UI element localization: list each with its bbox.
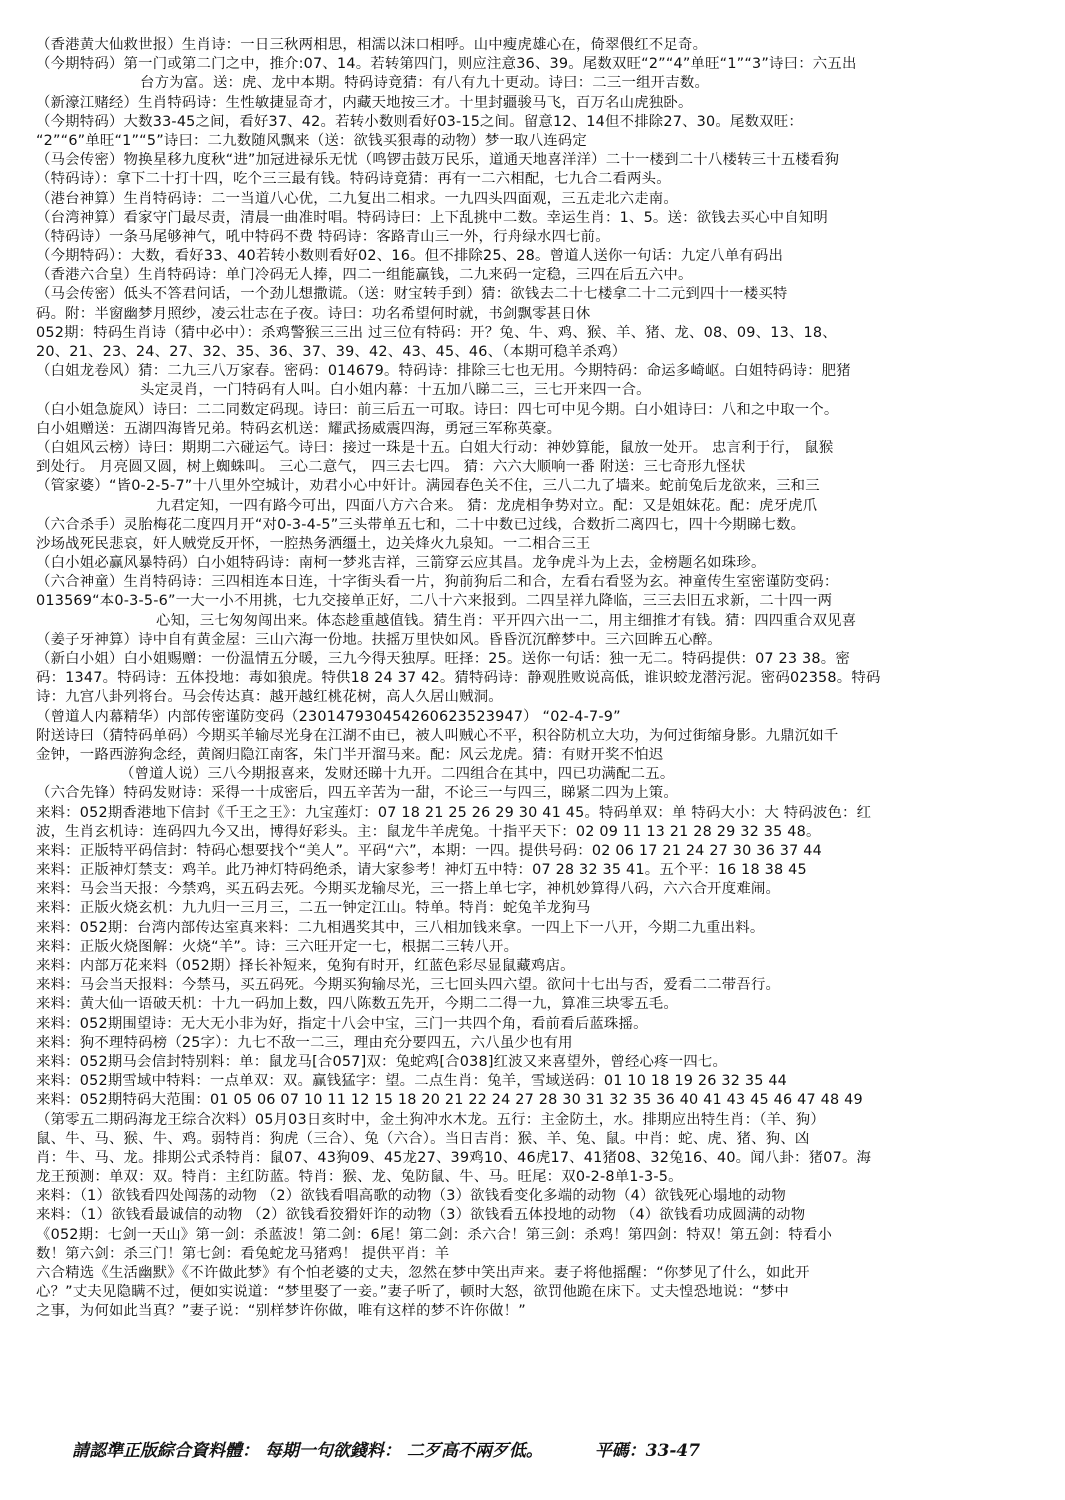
text-line: 附送诗曰（猜特码单码）今期买羊输尽光身在江湖不由已，被人叫贼心不平，积谷防机立大功，为何过街缩身影。九鼎沉如千 <box>36 727 839 744</box>
text-line: 六合精选《生活幽默》《不许做此梦》有个怕老婆的丈夫，忽然在梦中笑出声来。妻子将他摇醒：“你梦见了什么，如此开 <box>36 1265 810 1281</box>
text-line: （六合神童）生肖特码诗：三四相连本日连，十字街头看一片，狗前狗后二和合，左看右看竖为玄。神童传生室密谨防变码： <box>36 574 839 591</box>
text-line: （白姐风云榜）诗曰：期期二六碰运气。诗曰：接过一珠是十五。白姐大行动：神妙算能，鼠放一处开。 忠言利于行， 鼠猴 <box>36 439 834 456</box>
text-line: 来料：狗不理特码榜（25字）：九七不敌一二三，理由充分要四五，六八虽少也有用 <box>36 1034 573 1051</box>
text-line: 白小姐赠送：五湖四海皆兄弟。特码玄机送：耀武扬威震四海，勇冠三军称英豪。 <box>36 420 562 437</box>
text-line: 肖：牛、马、龙。排期公式杀特肖：鼠07、43狗09、45龙27、39鸡10、46虎17、41猪08、32兔16、40。闻八卦：猪07。海 <box>36 1149 872 1166</box>
text-line: （白小姐急旋风）诗曰：二二同数定码现。诗曰：前三后五一可取。诗曰：四七可中见今期。白小姐诗曰：八和之中取一个。 <box>36 401 839 418</box>
text-line: 《052期：七剑一天山》第一剑：杀蓝波！第二剑：6尾！第二剑：杀六合！第三剑：杀鸡！第四剑：特双！第五剑：特看小 <box>36 1226 833 1243</box>
text-line: 沙场战死民悲哀，奸人贼党反开怀，一腔热务洒缰土，边关烽火九泉知。一二相合三王 <box>36 535 591 552</box>
text-line: 052期：特码生肖诗（猜中必中）：杀鸡警猴三三出 过三位有特码：开？兔、牛、鸡、猴、羊、猪、龙、08、09、13、18、 <box>36 324 837 341</box>
text-line: （特码诗）：拿下二十打十四，吃个三三最有钱。特码诗竟猜：再有一二六相配，七九合二看两头。 <box>36 171 671 188</box>
text-line: （香港六合皇）生肖特码诗：单门冷码无人捧，四二一组能赢钱，二九来码一定稳，三四在后五六中。 <box>36 267 693 284</box>
text-line: 数！第六剑：杀三门！第七剑：看兔蛇龙马猪鸡！ 提供平肖：羊 <box>36 1245 450 1262</box>
footer-notice: 請認準正版綜合資料體： <box>72 1441 259 1461</box>
footer-code: 平碼：33-47 <box>594 1441 701 1461</box>
text-line: （台湾神算）看家守门最尽责，清晨一曲准时唱。特码诗曰：上下乱挑中二数。幸运生肖：1、5。送：欲钱去买心中自知明 <box>36 209 829 226</box>
text-line: （马会传密）低头不答君问话，一个劲儿想撒谎。（送：财宝转手到）猜：欲钱去二十七楼拿二十二元到四十一楼买特 <box>36 286 788 303</box>
footer-riddle: 二歹高不兩歹低。 <box>406 1441 543 1461</box>
text-line: 来料：马会当天报料：今禁马，买五码死。今期买狗输尽光，三七回头四六望。欲问十七出与否，爱看二二带吾行。 <box>36 977 781 994</box>
text-line: 到处行。 月亮圆又圆，树上蜘蛛叫。 三心二意气， 四三去七四。 猜：六六大顺响一番 附送：三七奇形九怪状 <box>36 459 746 476</box>
text-line: 来料：马会当天报：今禁鸡，买五码去死。今期买龙输尽光，三一搭上单七字，神机妙算得八码，六六合开度难闹。 <box>36 881 781 898</box>
text-line: 20、21、23、24、27、32、35、36、37、39、42、43、45、46、（本期可稳羊杀鸡） <box>36 344 627 360</box>
text-line: 来料：052期香港地下信封《千王之王》：九宝莲灯：07 18 21 25 26 29 30 41 45。特码单双：单 特码大小：大 特码波色：红 <box>36 804 872 821</box>
text-line: 心？”丈夫见隐瞒不过，便如实说道：“梦里娶了一妾。”妻子听了，顿时大怒，欲罚他跪在床下。丈夫惶恐地说：“梦中 <box>36 1284 789 1301</box>
text-line: （曾道人内幕精华）内部传密谨防变码（230147930454260623523947） “02-4-7-9” <box>36 708 621 725</box>
text-line: （六合先锋）特码发财诗：采得一十成密后，四五辛苦为一甜，不论三一与四三，睇紧二四为上策。 <box>36 785 678 802</box>
text-line: （港台神算）生肖特码诗：二一当道八心优，二九复出二相求。一九四头四面观，三五走北六走南。 <box>36 190 678 207</box>
text-line: 来料：052期雪域中特料：一点单双：双。赢钱猛字：望。二点生肖：兔羊，雪域送码：01 10 18 19 26 32 35 44 <box>36 1073 788 1090</box>
text-line: 码：1347。特码诗：五体投地：毒如狼虎。特供18 24 37 42。猜特码诗：静观胜败说高低，谁识蛟龙潜污泥。密码02358。特码 <box>36 670 881 687</box>
text-line: （白小姐必赢风暴特码）白小姐特码诗：南柯一梦兆吉祥，三箭穿云应其昌。龙争虎斗为上去，金榜题名如珠珍。 <box>36 555 766 572</box>
text-line: 来料：正版火烧玄机：九九归一三月三，二五一钟定江山。特单。特肖：蛇兔羊龙狗马 <box>36 900 591 917</box>
text-line: 来料：黄大仙一语破天机：十九一码加上数，四八陈数五先开，今期二二得一九，算准三块零五毛。 <box>36 996 678 1013</box>
text-line: （新白小姐）白小姐赐赠：一份温情五分暖，三九今得天独厚。旺择：25。送你一句话：独一无二。特码提供：07 23 38。密 <box>36 651 850 667</box>
text-line: 来料：正版火烧图解：火烧“羊”。诗：三六旺开定一七，根据二三转八开。 <box>36 938 519 955</box>
text-line: （白姐龙卷风）猜：二九三八万家春。密码：014679。特码诗：排除三七也无用。今期特码：命运多崎岖。白姐特码诗：肥猪 <box>36 363 851 380</box>
text-line: 来料：（1）欲钱看最诚信的动物 （2）欲钱看狡猾奸诈的动物（3）欲钱看五体投地的动物 （4）欲钱看功成圆满的动物 <box>36 1207 806 1224</box>
text-line: 之事，为何如此当真？”妻子说：“别样梦许你做，唯有这样的梦不许你做！” <box>36 1303 526 1320</box>
text-line: （管家婆）“皆0-2-5-7”十八里外空城计，劝君小心中奸计。满园春色关不住，三八二九了墙来。蛇前兔后龙欲来，三和三 <box>36 478 820 495</box>
text-line: （今期特码）大数33-45之间，看好37、42。若转小数则看好03-15之间。留意12、14但不排除27、30。尾数双旺： <box>36 113 803 130</box>
text-line: （马会传密）物换星移九度秋“进”加冠进禄乐无忧（鸣锣击鼓万民乐，道通天地喜洋洋）二十一楼到二十八楼转三十五楼看狗 <box>36 152 840 169</box>
text-line: 头定灵肖，一门特码有人叫。白小姐内幕：十五加八睇二三，三七开来四一合。 <box>140 382 651 399</box>
text-line: 来料：052期围望诗：无大无小非为好，指定十八会中宝，三门一共四个角，看前看后蓝珠摇。 <box>36 1015 648 1032</box>
text-line: 013569“本0-3-5-6”一大一小不用挑，七九交接单正好，二八十六来报到。二四呈祥九降临，三三去旧五求新，二十四一两 <box>36 593 833 610</box>
text-line: 台方为富。送：虎、龙中本期。特码诗竟猜：有八有九十更动。诗曰：二三一组开吉数。 <box>140 75 710 92</box>
text-line: 来料：（1）欲钱看四处闯荡的动物 （2）欲钱看唱高歌的动物（3）欲钱看变化多端的动物（4）欲钱死心塌地的动物 <box>36 1188 786 1205</box>
footer-label: 每期一句欲錢料： <box>264 1441 401 1461</box>
text-line: （新濠江赌经）生肖特码诗：生性敏捷显奇才，内藏天地按三才。十里封疆骏马飞，百万名山虎独卧。 <box>36 94 693 111</box>
text-line: 心知，三七匆匆闯出来。体态趁重越值钱。猜生肖：平开四六出一二，用主细推才有钱。猜：四四重合双见喜 <box>156 612 857 629</box>
text-line: 来料：052期马会信封特别料：单：鼠龙马[合057]双：兔蛇鸡[合038]红波又来喜望外，曾经心疼一四七。 <box>36 1053 728 1070</box>
text-line: 鼠、牛、马、猴、牛、鸡。弱特肖：狗虎（三合）、兔（六合）。当日吉肖：猴、羊、兔、鼠。中肖：蛇、虎、猪、狗、凶 <box>36 1130 810 1147</box>
footer-line <box>72 1436 1032 1461</box>
text-line: （今期特码）：大数，看好33、40若转小数则看好02、16。但不排除25、28。曾道人送你一句话：九定八单有码出 <box>36 248 784 265</box>
text-line: 龙王预测：单双：双。特肖：主红防蓝。特肖：猴、龙、兔防鼠、牛、马。旺尾：双0-2-8单1-3-5。 <box>36 1169 683 1186</box>
text-line: （特码诗）一条马尾够神气，吼中特码不费 特码诗：客路青山三一外，行舟绿水四七前。 <box>36 228 610 245</box>
text-line: （曾道人说）三八今期报喜来，发财还睇十九开。二四组合在其中，四已功满配二五。 <box>120 766 675 783</box>
text-line: 金钟，一路西游狗念经，黄阁归隐江南客，朱门半开溜马来。配：风云龙虎。猜：有财开奖不怕迟 <box>36 746 664 763</box>
text-line: 来料：052期：台湾内部传达室真来料：二九相遇奖其中，三八相加钱来拿。一四上下一八开，今期二九重出料。 <box>36 919 765 936</box>
text-line: 来料：内部万花来料（052期）择长补短来，兔狗有时开，红蓝色彩尽显鼠藏鸡店。 <box>36 958 575 974</box>
text-line: 诗：九宫八卦列将台。马会传达真：越开越红桃花树，高人久居山贼洞。 <box>36 689 503 706</box>
text-line: 波，生肖玄机诗：连码四九今又出，博得好彩头。主：鼠龙牛羊虎兔。十指平天下：02 09 11 13 21 28 29 32 35 48。 <box>36 823 821 840</box>
text-line: （香港黄大仙救世报）生肖诗：一日三秋两相思，相濡以沫口相呼。山中瘦虎雄心在，倚翠偎红不足奇。 <box>36 37 708 53</box>
text-line: （第零五二期码海龙王综合次料）05月03日亥时中，金土狗冲水木龙。五行：主金防土，水。排期应出特生肖：（羊、狗） <box>36 1111 825 1128</box>
text-line: 来料：正版神灯禁支：鸡羊。此乃神灯特码绝杀，请大家参考！神灯五中特：07 28 32 35 41。五个平：16 18 38 45 <box>36 862 807 879</box>
text-line: 九君定知，一四有路今可出，四面八方六合来。 猜：龙虎相争势对立。配：又是姐妹花。配：虎牙虎爪 <box>156 497 818 514</box>
text-line: （今期特码）第一门或第二门之中，推介:07、14。若转第四门，则应注意36、39。尾数双旺“2”“4”单旺“1”“3”诗曰：六五出 <box>36 56 857 73</box>
text-line: “2”“6”单旺“1”“5”诗曰：二九数随风飘来（送：欲钱买狠毒的动物）梦一取八连码定 <box>36 132 587 149</box>
text-line: 码。附：半窗幽梦月照纱，凌云壮志在子夜。诗曰：功名希望何时就，书剑飘零甚日休 <box>36 305 591 322</box>
document-body <box>36 36 1036 1322</box>
text-line: （姜子牙神算）诗中自有黄金屋：三山六海一份地。扶摇万里快如风。昏昏沉沉醉梦中。三六回眸五心醉。 <box>36 631 722 648</box>
text-line: 来料：正版特平码信封：特码心想要找个“美人”。平码“六”，本期：一四。提供号码：02 06 17 21 24 27 30 36 37 44 <box>36 842 822 859</box>
text-line: （六合杀手）灵胎梅花二度四月开“对0-3-4-5”三头带单五七和，二十中数已过线，合数折二离四七，四十今期睇七数。 <box>36 516 806 533</box>
text-line: 来料：052期特码大范围：01 05 06 07 10 11 12 15 18 20 21 22 24 27 28 30 31 32 35 36 40 41 43 45 46 47 48 49 <box>36 1092 863 1109</box>
